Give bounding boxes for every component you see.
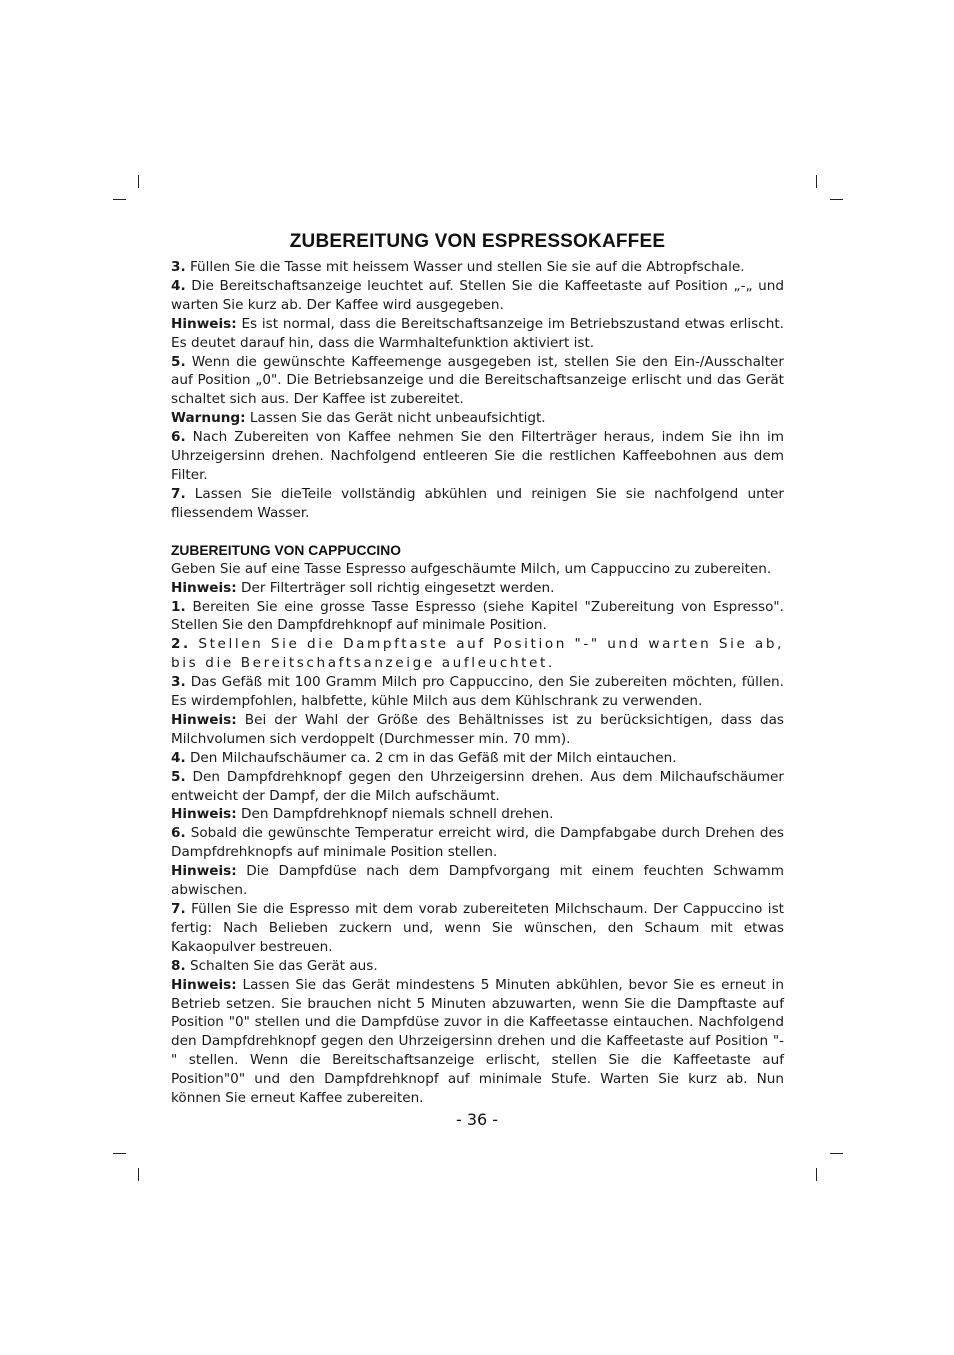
paragraph-label: 7.	[171, 485, 186, 502]
paragraph	[171, 315, 784, 353]
crop-mark	[816, 175, 817, 188]
paragraph-label: 1.	[171, 598, 186, 615]
paragraph	[171, 485, 784, 523]
paragraph-text: Lassen Sie das Gerät mindestens 5 Minuten abkühlen, bevor Sie es erneut in Betrieb setzen. Sie brauchen nicht 5 Minuten abzuwarten, wenn Sie die Dampftaste auf Position "0" stellen und die Dampfdüse zuvor in die Kaffeetasse eintauchen. Nachfolgend den Dampfdrehknopf gegen den Uhrzeigersinn drehen und die Kaffeetaste auf Position "-" stellen. Wenn die Bereitschaftsanzeige erlischt, stellen Sie die Kaffeetaste auf Position"0" und den Dampfdrehknopf auf minimale Stufe. Warten Sie kurz ab. Nun können Sie erneut Kaffee zubereiten.	[171, 976, 785, 1107]
paragraph-label: 3.	[171, 674, 186, 691]
paragraph	[171, 862, 784, 900]
paragraph-label: 3.	[171, 259, 186, 275]
crop-mark	[816, 1168, 817, 1181]
paragraph-text: Wenn die gewünschte Kaffeemenge ausgegeben ist, stellen Sie den Ein-/Ausschalter auf Position „0". Die Betriebsanzeige und die Bereitschaftsanzeige erlischt und das Gerät schaltet sich aus. Der Kaffee ist zubereitet.	[171, 353, 784, 408]
paragraph	[171, 900, 784, 957]
paragraph	[171, 805, 784, 824]
paragraph-text: Geben Sie auf eine Tasse Espresso aufgeschäumte Milch, um Cappuccino zu zubereiten.	[171, 560, 772, 577]
paragraph	[171, 976, 784, 1108]
paragraph	[171, 957, 784, 976]
paragraph-text: Sobald die gewünschte Temperatur erreicht wird, die Dampfabgabe durch Drehen des Dampfdrehknopfs auf minimale Position stellen.	[171, 825, 784, 861]
page-title: ZUBEREITUNG VON ESPRESSOKAFFEE	[289, 231, 666, 252]
paragraph-label: Hinweis:	[171, 806, 237, 823]
paragraph-text: Bei der Wahl der Größe des Behältnisses ist zu berücksichtigen, dass das Milchvolumen sich verdoppelt (Durchmesser min. 70 mm).	[171, 711, 784, 747]
crop-mark	[830, 199, 843, 200]
section-heading: ZUBEREITUNG VON CAPPUCCINO	[171, 542, 401, 558]
paragraph	[171, 258, 784, 277]
paragraph	[171, 749, 784, 768]
paragraph	[171, 768, 784, 806]
paragraph	[171, 353, 784, 410]
paragraph	[171, 579, 784, 598]
paragraph-text: Füllen Sie die Espresso mit dem vorab zubereiteten Milchschaum. Der Cappuccino ist fertig: Nach Belieben zuckern und, wenn Sie wünschen, den Schaum mit etwas Kakaopulver bestreuen.	[171, 901, 784, 955]
paragraph-label: 8.	[171, 957, 186, 974]
paragraph-label: 6.	[171, 825, 186, 842]
paragraph	[171, 409, 784, 428]
paragraph-text: Das Gefäß mit 100 Gramm Milch pro Cappuccino, den Sie zubereiten möchten, füllen. Es wirdempfohlen, halbfette, kühle Milch aus dem Kühlschrank zu verwenden.	[171, 674, 784, 710]
paragraph-text: Stellen Sie die Dampftaste auf Position "-" und warten Sie ab, bis die Bereitschaftsanzeige aufleuchtet.	[171, 636, 785, 672]
paragraph-text: Bereiten Sie eine grosse Tasse Espresso (siehe Kapitel "Zubereitung von Espresso". Stellen Sie den Dampfdrehknopf auf minimale Position.	[171, 598, 784, 634]
paragraph	[171, 598, 784, 636]
crop-mark	[138, 1168, 139, 1181]
paragraph	[171, 635, 784, 673]
paragraph-text: Den Dampfdrehknopf gegen den Uhrzeigersinn drehen. Aus dem Milchaufschäumer entweicht der Dampf, der die Milch aufschäumt.	[171, 768, 784, 804]
crop-mark	[830, 1153, 843, 1154]
paragraph	[171, 560, 784, 579]
paragraph-text: Füllen Sie die Tasse mit heissem Wasser und stellen Sie sie auf die Abtropfschale.	[189, 259, 745, 275]
paragraph	[171, 277, 784, 315]
paragraph-text: Die Bereitschaftsanzeige leuchtet auf. Stellen Sie die Kaffeetaste auf Position „-„ und warten Sie kurz ab. Der Kaffee wird ausgegeben.	[171, 277, 784, 313]
paragraph-text: Es ist normal, dass die Bereitschaftsanzeige im Betriebszustand etwas erlischt. Es deutet darauf hin, dass die Warmhaltefunktion aktiviert ist.	[171, 315, 784, 351]
espresso-steps	[171, 258, 784, 523]
paragraph-label: Hinweis:	[171, 711, 237, 728]
page-number: - 36 -	[455, 1110, 499, 1129]
page-content	[171, 230, 784, 1108]
paragraph-label: 5.	[171, 353, 186, 370]
paragraph-text: Den Milchaufschäumer ca. 2 cm in das Gefäß mit der Milch eintauchen.	[189, 749, 677, 766]
paragraph-text: Lassen Sie das Gerät nicht unbeaufsichtigt.	[249, 410, 546, 427]
crop-mark	[113, 199, 126, 200]
crop-mark	[138, 175, 139, 188]
paragraph-text: Der Filterträger soll richtig eingesetzt werden.	[241, 579, 555, 596]
paragraph-label: Hinweis:	[171, 579, 237, 596]
paragraph	[171, 428, 784, 485]
paragraph-label: Hinweis:	[171, 315, 237, 332]
paragraph-label: Warnung:	[171, 410, 246, 427]
paragraph-label: 7.	[171, 901, 186, 917]
paragraph-label: 6.	[171, 429, 186, 446]
paragraph-label: 4.	[171, 749, 186, 766]
paragraph-label: Hinweis:	[171, 863, 237, 880]
paragraph-label: 2.	[171, 636, 191, 653]
paragraph-text: Lassen Sie dieTeile vollständig abkühlen und reinigen Sie sie nachfolgend unter fliessendem Wasser.	[171, 485, 784, 521]
paragraph-text: Schalten Sie das Gerät aus.	[189, 957, 378, 974]
cappuccino-steps	[171, 560, 784, 1108]
paragraph-text: Nach Zubereiten von Kaffee nehmen Sie den Filterträger heraus, indem Sie ihn im Uhrzeigersinn drehen. Nachfolgend entleeren Sie die restlichen Kaffeebohnen aus dem Filter.	[171, 429, 785, 483]
crop-mark	[113, 1153, 126, 1154]
paragraph	[171, 673, 784, 711]
paragraph-text: Den Dampfdrehknopf niemals schnell drehen.	[241, 806, 554, 823]
paragraph-label: Hinweis:	[171, 976, 237, 993]
paragraph	[171, 711, 784, 749]
paragraph-label: 4.	[171, 277, 186, 294]
paragraph-text: Die Dampfdüse nach dem Dampfvorgang mit einem feuchten Schwamm abwischen.	[171, 863, 785, 899]
paragraph	[171, 824, 784, 862]
paragraph-label: 5.	[171, 768, 186, 785]
